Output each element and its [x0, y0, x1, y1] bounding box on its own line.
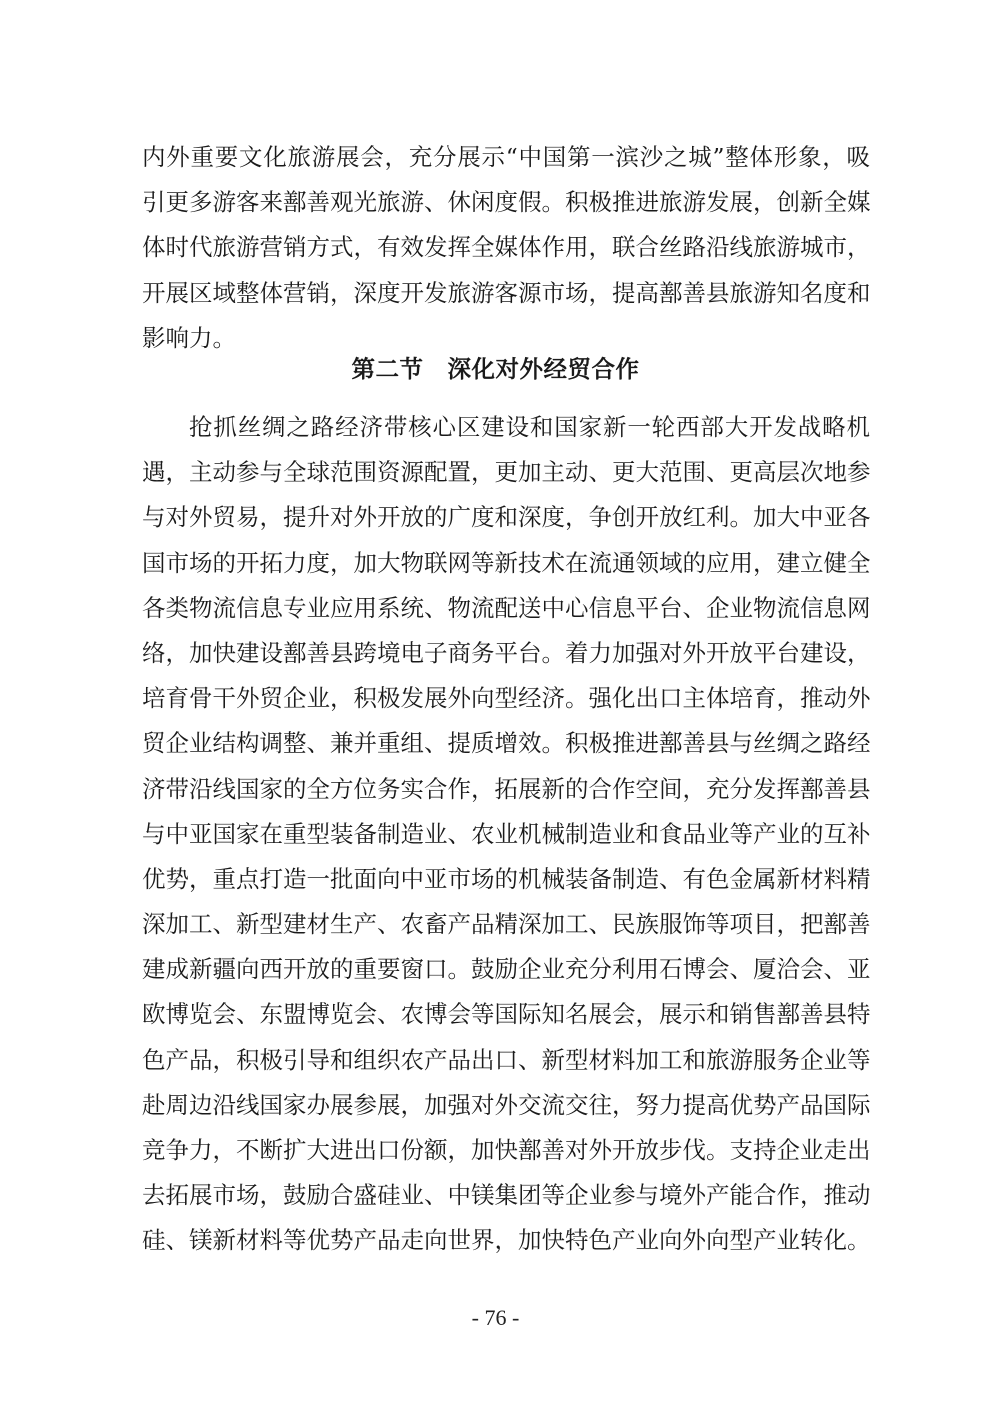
paragraph-line: 色产品，积极引导和组织农产品出口、新型材料加工和旅游服务企业等 — [142, 1045, 870, 1074]
paragraph-foreign-trade — [142, 405, 870, 1264]
paragraph-line: 贸企业结构调整、兼并重组、提质增效。积极推进鄯善县与丝绸之路经 — [142, 729, 870, 758]
paragraph-tourism-promotion — [142, 135, 870, 361]
paragraph-line: 引更多游客来鄯善观光旅游、休闲度假。积极推进旅游发展，创新全媒 — [142, 188, 870, 217]
paragraph-line: 络，加快建设鄯善县跨境电子商务平台。着力加强对外开放平台建设， — [142, 638, 870, 667]
paragraph-line: 影响力。 — [142, 323, 236, 352]
paragraph-line: 硅、镁新材料等优势产品走向世界，加快特色产业向外向型产业转化。 — [142, 1226, 870, 1255]
paragraph-line: 与对外贸易，提升对外开放的广度和深度，争创开放红利。加大中亚各 — [142, 503, 870, 532]
paragraph-line: 内外重要文化旅游展会，充分展示“中国第一滨沙之城”整体形象，吸 — [142, 143, 870, 171]
paragraph-line: 与中亚国家在重型装备制造业、农业机械制造业和食品业等产业的互补 — [142, 819, 870, 848]
paragraph-line: 竞争力，不断扩大进出口份额，加快鄯善对外开放步伐。支持企业走出 — [142, 1136, 870, 1164]
paragraph-line: 培育骨干外贸企业，积极发展外向型经济。强化出口主体培育，推动外 — [142, 684, 870, 713]
paragraph-line: 欧博览会、东盟博览会、农博会等国际知名展会，展示和销售鄯善县特 — [142, 1000, 870, 1029]
paragraph-line: 建成新疆向西开放的重要窗口。鼓励企业充分利用石博会、厦洽会、亚 — [142, 955, 870, 984]
page-number: - 76 - — [471, 1305, 520, 1330]
paragraph-line: 优势，重点打造一批面向中亚市场的机械装备制造、有色金属新材料精 — [142, 864, 870, 893]
paragraph-line: 遇，主动参与全球范围资源配置，更加主动、更大范围、更高层次地参 — [142, 458, 870, 487]
section-heading: 第二节 深化对外经贸合作 — [351, 355, 640, 383]
paragraph-line: 济带沿线国家的全方位务实合作，拓展新的合作空间，充分发挥鄯善县 — [142, 774, 870, 803]
paragraph-line: 去拓展市场，鼓励合盛硅业、中镁集团等企业参与境外产能合作，推动 — [142, 1181, 870, 1210]
paragraph-line: 抢抓丝绸之路经济带核心区建设和国家新一轮西部大开发战略机 — [189, 413, 870, 441]
paragraph-line: 开展区域整体营销，深度开发旅游客源市场，提高鄯善县旅游知名度和 — [142, 278, 870, 307]
paragraph-line: 各类物流信息专业应用系统、物流配送中心信息平台、企业物流信息网 — [142, 593, 870, 622]
paragraph-line: 体时代旅游营销方式，有效发挥全媒体作用，联合丝路沿线旅游城市， — [142, 233, 870, 262]
paragraph-line: 深加工、新型建材生产、农畜产品精深加工、民族服饰等项目，把鄯善 — [142, 910, 870, 939]
paragraph-line: 赴周边沿线国家办展参展，加强对外交流交往，努力提高优势产品国际 — [142, 1090, 870, 1119]
paragraph-line: 国市场的开拓力度，加大物联网等新技术在流通领域的应用，建立健全 — [142, 548, 870, 577]
